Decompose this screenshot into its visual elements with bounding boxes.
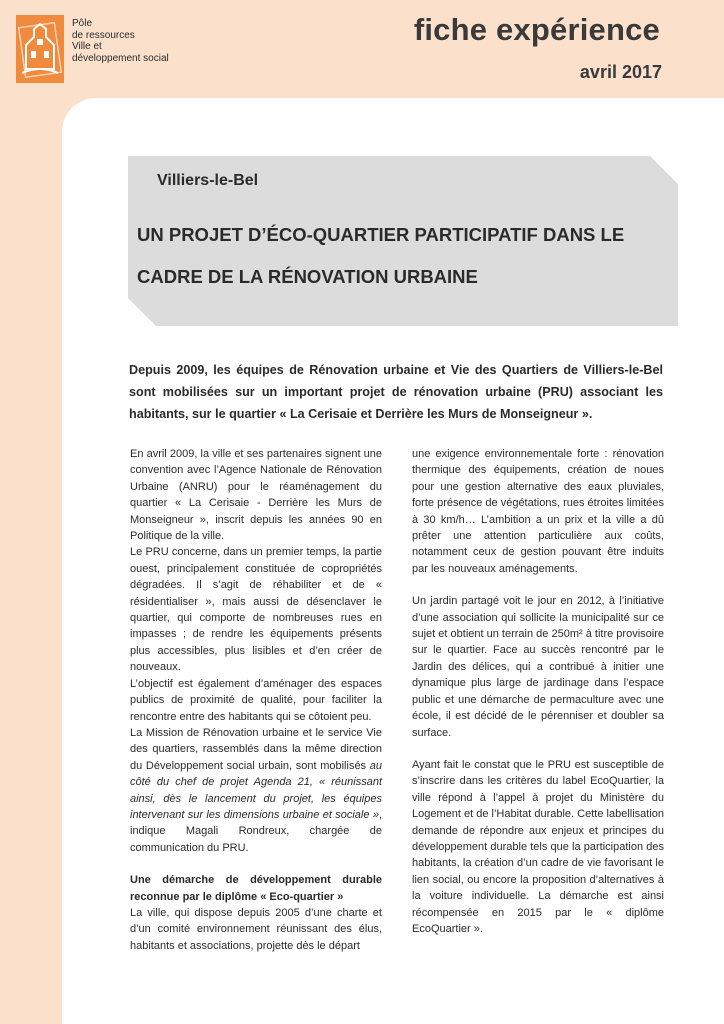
page-title	[137, 214, 637, 298]
section-heading: Une démarche de développement durable reconnue par le diplôme « Eco-quartier »	[130, 874, 382, 903]
title-line: CADRE DE LA RÉNOVATION URBAINE	[137, 266, 478, 287]
org-line: Pôle	[72, 18, 93, 29]
organization-logo	[16, 15, 64, 83]
document-type: fiche expérience	[413, 12, 660, 47]
paragraph-text: , indique Magali Rondreux, chargée de communication du PRU.	[130, 808, 382, 854]
paragraph: En avril 2009, la ville et ses partenaires signent une convention avec l’Agence Nationale de Rénovation Urbaine (ANRU) pour le réaménagement du quartier « La Cerisaie - Derrière les Murs de Monseigneur », inscrit depuis les années 90 en Politique de la ville.	[130, 448, 382, 543]
city-name: Villiers-le-Bel	[157, 172, 259, 189]
org-line: Ville et	[72, 41, 102, 52]
right-column	[412, 446, 664, 937]
organization-name	[72, 18, 169, 64]
title-line: UN PROJET D’ÉCO-QUARTIER PARTICIPATIF DANS LE	[137, 224, 625, 245]
left-column	[130, 446, 382, 954]
document-date: avril 2017	[579, 62, 662, 82]
paragraph: une exigence environnementale forte : rénovation thermique des équipements, création de noues pour une gestion alternative des eaux pluviales, forte présence de végétations, rues étroites limitées à 30 km/h… L’ambition a un prix et la ville a dû prêter une attention particulière aux coûts, notamment ceux de gestion pouvant être induits par les nouveaux aménagements.	[412, 448, 664, 575]
paragraph: Un jardin partagé voit le jour en 2012, à l’initiative d’une association qui sollicite la municipalité sur ce sujet et obtient un terrain de 250m² à titre provisoire sur le quartier. Face au succès rencontré par le Jardin des délices, qui a contribué à initier une dynamique plus large de jardinage dans l’espace public et une démarche de permaculture avec une école, il est décidé de le pérenniser et doubler sa surface.	[412, 595, 664, 739]
intro-paragraph: Depuis 2009, les équipes de Rénovation urbaine et Vie des Quartiers de Villiers-le-Bel sont mobilisées sur un important projet de rénovation urbaine (PRU) associant les habitants, sur le quartier « La Cerisaie et Derrière les Murs de Monseigneur ».	[129, 363, 663, 421]
spacer	[412, 577, 664, 593]
paragraph: Le PRU concerne, dans un premier temps, la partie ouest, principalement constituée de copropriétés dégradées. Il s’agit de réhabiliter et de « résidentialiser », mais aussi de désenclaver le quartier, qui comporte de nombreuses rues en impasses ; de rendre les équipements présents plus accessibles, plus lisibles et d’en créer de nouveaux.	[130, 546, 382, 674]
org-line: de ressources	[72, 29, 135, 41]
paragraph: L’objectif est également d’aménager des espaces publics de proximité de qualité, pour faciliter la rencontre entre des habitants qui se côtoient peu.	[130, 677, 382, 723]
org-line: développement social	[72, 52, 169, 64]
paragraph-quote	[130, 725, 382, 856]
quote-text: au côté du chef de projet Agenda 21, « réunissant ainsi, dès le lancement du projet, les équipes intervenant sur les dimensions urbaine et sociale »	[130, 759, 382, 821]
paragraph: Ayant fait le constat que le PRU est susceptible de s’inscrire dans les critères du label EcoQuartier, la ville répond à l’appel à projet du Ministère du Logement et de l’Habitat durable. Cette labellisation demande de répondre aux enjeux et principes du développement durable tels que la participation des habitants, la création d’un cadre de vie favorisant le lien social, ou encore la proposition d’alternatives à la voiture individuelle. La démarche est ainsi récompensée en 2015 par le « diplôme EcoQuartier ».	[412, 758, 664, 935]
paragraph-text: La Mission de Rénovation urbaine et le service Vie des quartiers, rassemblés dans la même direction du Développement social urbain, sont mobilisés	[130, 726, 382, 772]
spacer	[412, 741, 664, 757]
paragraph: La ville, qui dispose depuis 2005 d’une charte et d’un comité environnement réunissant des élus, habitants et associations, projette dès le départ	[130, 906, 382, 952]
spacer	[130, 856, 382, 872]
